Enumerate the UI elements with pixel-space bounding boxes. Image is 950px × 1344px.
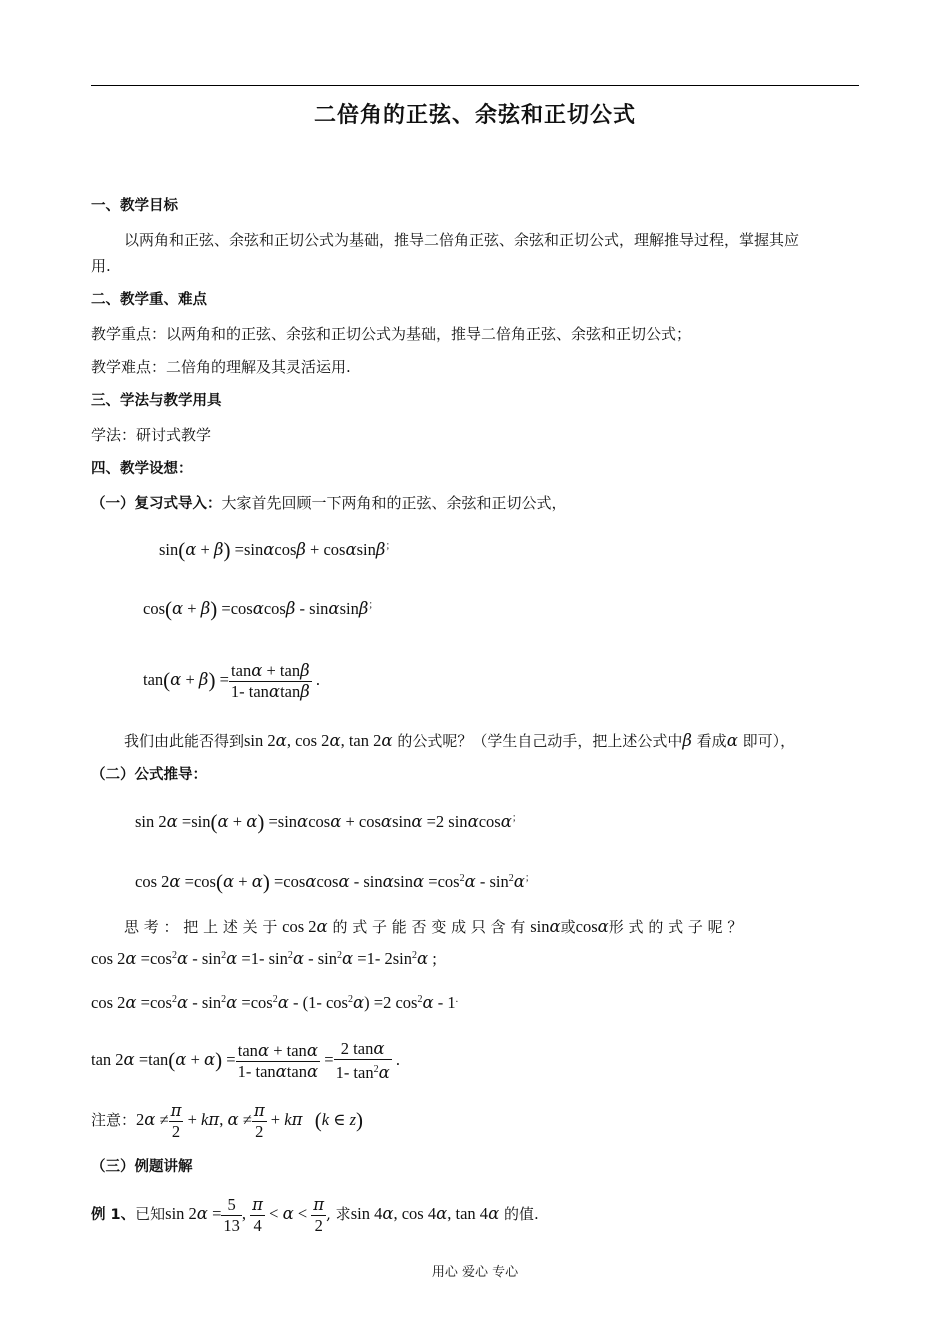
review-label: （一）复习式导入： bbox=[91, 496, 222, 512]
question-text-d: 即可）， bbox=[742, 732, 796, 750]
question-text-b: 的公式呢？（学生自己动手，把上述公式中 bbox=[397, 732, 683, 750]
section-heading-methods: 三、学法与教学用具 bbox=[91, 393, 222, 409]
goals-text-line1: 以两角和正弦、余弦和正切公式为基础，推导二倍角正弦、余弦和正切公式，理解推导过程，掌握其应 bbox=[124, 231, 800, 249]
example-1-text-b: , 求 bbox=[326, 1205, 351, 1223]
example-1: 例 1、已知sin 2α = $\frac{5}{13}$ , $\frac{\pi}{4}$ < α < $\frac{\pi}{2}$ , 求sin 4α, cos 4α, tan 4α 的值. bbox=[91, 1194, 539, 1235]
formula-tan-double: tan 2α =tan(α + α) = $\frac{\tan\alpha + \tan\alpha}{1- \tan\alpha\tan\alpha}$ = $\frac{2 \tan\alpha}{1- \tan^2\alpha}$ . bbox=[91, 1039, 400, 1083]
note-label: 注意： bbox=[91, 1111, 137, 1129]
question-text-a: 我们由此能否得到 bbox=[124, 732, 245, 750]
think-text-b: 的 式 子 能 否 变 成 只 含 有 bbox=[332, 918, 526, 936]
example-1-text-a: 已知 bbox=[135, 1205, 166, 1223]
formula-sin-double: sin 2α =sin(α + α) =sinαcosα + cosαsinα =2 sinαcosα； bbox=[135, 810, 522, 834]
question-text-c: 看成 bbox=[696, 732, 727, 750]
key-point-text: 教学重点：以两角和的正弦、余弦和正切公式为基础，推导二倍角正弦、余弦和正切公式； bbox=[91, 325, 692, 343]
formula-tan-sum: tan(α + β) = $\frac{\tan\alpha + \tan\beta}{1- \tan\alpha\tan\beta}$ . bbox=[143, 660, 321, 701]
formula-cos-sum: cos(α + β) =cosαcosβ - sinαsinβ； bbox=[143, 597, 379, 621]
difficulty-text: 教学难点：二倍角的理解及其灵活运用. bbox=[91, 358, 351, 376]
section-heading-design: 四、教学设想： bbox=[91, 461, 193, 477]
goals-text-line2: 用. bbox=[91, 257, 111, 275]
think-text-a: 思 考 ： 把 上 述 关 于 bbox=[124, 918, 278, 936]
formula-sin-sum: sin(α + β) =sinαcosβ + cosαsinβ； bbox=[159, 538, 396, 562]
section-heading-goals: 一、教学目标 bbox=[91, 198, 178, 214]
think-text-c: 或 bbox=[560, 918, 576, 936]
review-text: 大家首先回顾一下两角和的正弦、余弦和正切公式， bbox=[221, 494, 567, 512]
formula-cos-double-sin: $\cos 2\alpha =\cos^2\alpha - \sin^2\alpha =1-$ $\sin^2\alpha - \sin^2\alpha =1-$ $2\sin^2\alpha$ ; bbox=[91, 949, 437, 968]
derivation-label: （二）公式推导： bbox=[91, 767, 207, 783]
note-line: 注意：2α ≠ $\frac{\pi}{2}$ + kπ, α ≠ $\frac{\pi}{2}$ + kπ (k ∈ z) bbox=[91, 1100, 364, 1141]
page-title: 二倍角的正弦、余弦和正切公式 bbox=[313, 103, 636, 128]
formula-cos-double: $\cos 2\alpha =\cos(\alpha + \alpha) =\cos\alpha\cos\alpha - \sin\alpha\sin\alpha =\cos^2\alpha - \sin^2\alpha^;$ bbox=[135, 870, 535, 894]
example-1-label: 例 1、 bbox=[91, 1207, 136, 1223]
example-1-text-c: 的值. bbox=[504, 1205, 539, 1223]
think-text-d: 形 式 的 式 子 呢 ？ bbox=[608, 918, 743, 936]
methods-text: 学法：研讨式教学 bbox=[91, 426, 212, 444]
section-heading-key-points: 二、教学重、难点 bbox=[91, 292, 207, 308]
page-footer: 用心 爱心 专心 bbox=[431, 1265, 519, 1280]
review-intro bbox=[91, 493, 567, 514]
header-rule bbox=[91, 85, 859, 86]
formula-cos-double-cos: $\cos 2\alpha =\cos^2\alpha - \sin^2\alpha =\cos^2\alpha - (1-$ $\cos^2\alpha) =2$ $\cos^2\alpha - 1^.$ bbox=[91, 993, 459, 1012]
think-line: 思 考 ： 把 上 述 关 于 cos 2α 的 式 子 能 否 变 成 只 含 有 sinα或cosα形 式 的 式 子 呢 ？ bbox=[124, 917, 743, 936]
question-line: 我们由此能否得到sin 2α, cos 2α, tan 2α 的公式呢？（学生自己动手，把上述公式中β 看成α 即可）， bbox=[124, 731, 796, 750]
examples-label: （三）例题讲解 bbox=[91, 1159, 193, 1175]
